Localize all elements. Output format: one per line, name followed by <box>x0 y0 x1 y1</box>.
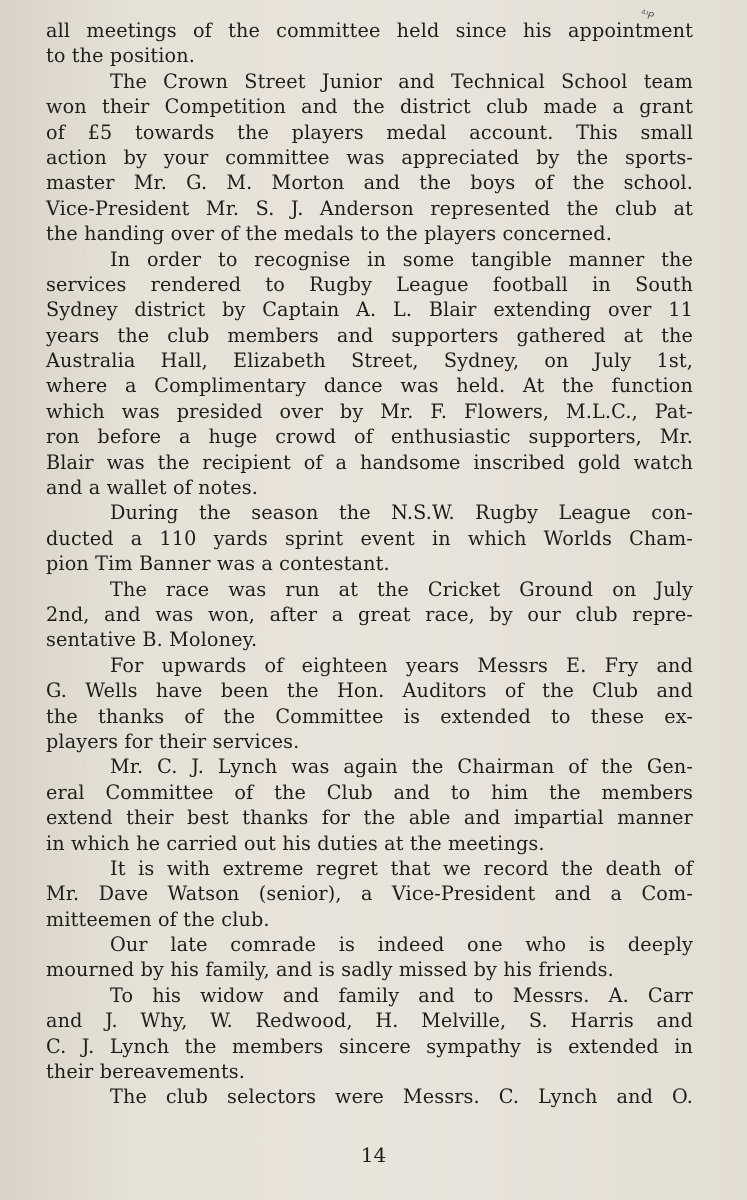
text-line: and a wallet of notes. <box>46 476 258 500</box>
text-line: the handing over of the medals to the players concerned. <box>46 222 612 246</box>
text-line: Mr. Dave Watson (senior), a Vice-President and a Com- <box>46 882 693 906</box>
text-line: The club selectors were Messrs. C. Lynch and O. <box>110 1085 693 1109</box>
text-line: Our late comrade is indeed one who is deeply <box>110 933 693 957</box>
text-line: pion Tim Banner was a contestant. <box>46 552 390 576</box>
body-text <box>46 18 693 1110</box>
text-line: The race was run at the Cricket Ground on July <box>110 577 693 601</box>
text-line: the thanks of the Committee is extended to these ex- <box>46 704 693 728</box>
text-line: won their Competition and the district club made a grant <box>46 95 693 119</box>
text-line: all meetings of the committee held since his appointment <box>46 19 693 42</box>
text-line: For upwards of eighteen years Messrs E. Fry and <box>110 653 693 677</box>
text-line: Mr. C. J. Lynch was again the Chairman of the Gen- <box>110 755 693 779</box>
text-line: to the position. <box>46 44 195 68</box>
text-line: Vice-President Mr. S. J. Anderson represented the club at <box>46 196 693 220</box>
text-line: G. Wells have been the Hon. Auditors of the Club and <box>46 679 693 703</box>
page-number: 14 <box>360 1143 387 1167</box>
text-line: C. J. Lynch the members sincere sympathy is extended in <box>46 1034 693 1058</box>
text-line: mourned by his family, and is sadly missed by his friends. <box>46 958 614 982</box>
text-line: action by your committee was appreciated by the sports- <box>46 145 693 169</box>
text-line: in which he carried out his duties at the meetings. <box>46 831 545 855</box>
text-line: In order to recognise in some tangible manner the <box>110 247 693 271</box>
text-line: Sydney district by Captain A. L. Blair extending over 11 <box>46 298 693 322</box>
text-line: their bereavements. <box>46 1060 246 1084</box>
text-line: mitteemen of the club. <box>46 907 270 931</box>
text-line: years the club members and supporters gathered at the <box>46 323 693 347</box>
text-line: It is with extreme regret that we record the death of <box>110 856 693 880</box>
text-line: Blair was the recipient of a handsome inscribed gold watch <box>46 450 693 474</box>
text-line: Australia Hall, Elizabeth Street, Sydney, on July 1st, <box>46 349 693 373</box>
text-line: sentative B. Moloney. <box>46 628 258 652</box>
text-line: ducted a 110 yards sprint event in which Worlds Cham- <box>46 526 693 550</box>
text-line: During the season the N.S.W. Rugby League con- <box>110 501 693 525</box>
text-line: master Mr. G. M. Morton and the boys of the school. <box>46 171 693 195</box>
corner-pencil-mark: ᐞᑊᑭ <box>638 8 656 23</box>
text-line: 2nd, and was won, after a great race, by our club repre- <box>46 602 693 626</box>
text-line: of £5 towards the players medal account. This small <box>46 120 693 144</box>
text-line: eral Committee of the Club and to him the members <box>46 780 693 804</box>
text-line: ron before a huge crowd of enthusiastic supporters, Mr. <box>46 425 693 449</box>
text-line: services rendered to Rugby League football in South <box>46 272 693 296</box>
text-line: players for their services. <box>46 729 300 753</box>
text-line: To his widow and family and to Messrs. A. Carr <box>110 983 693 1007</box>
text-line: where a Complimentary dance was held. At the function <box>46 374 693 398</box>
text-line: which was presided over by Mr. F. Flowers, M.L.C., Pat- <box>46 399 693 423</box>
text-line: extend their best thanks for the able and impartial manner <box>46 806 693 830</box>
text-line: The Crown Street Junior and Technical School team <box>110 69 693 93</box>
text-line: and J. Why, W. Redwood, H. Melville, S. Harris and <box>46 1009 693 1033</box>
